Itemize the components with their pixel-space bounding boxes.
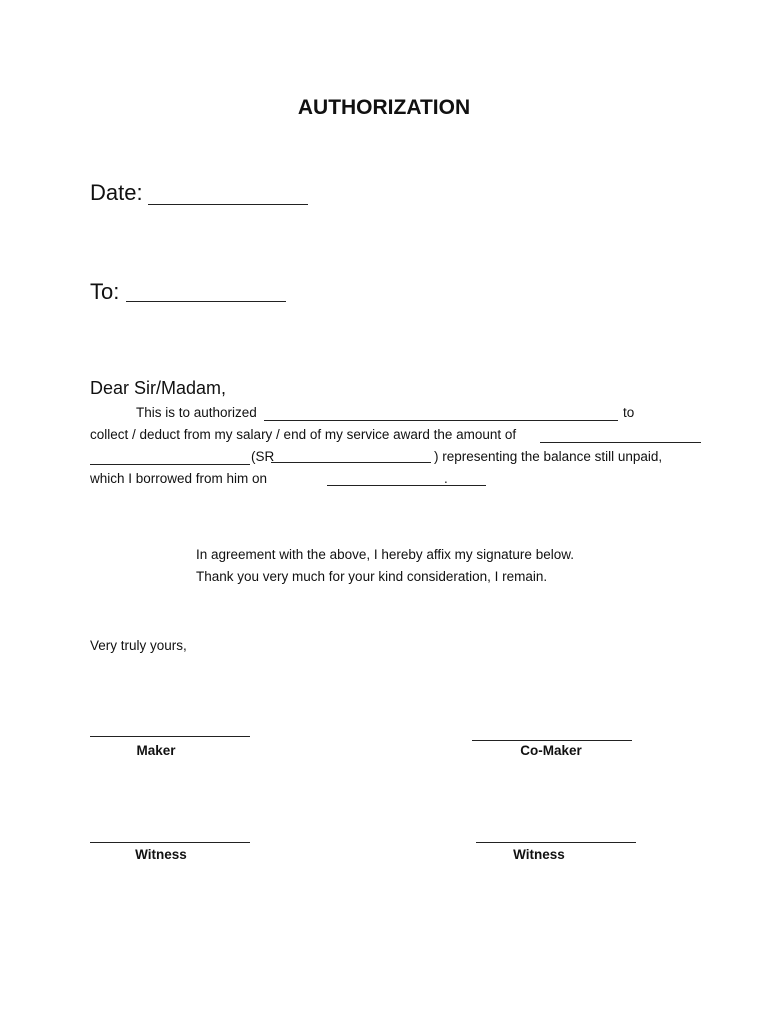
borrow-date-blank-line[interactable] <box>327 485 486 486</box>
maker-signature-line[interactable] <box>90 736 250 737</box>
salutation: Dear Sir/Madam, <box>90 378 227 398</box>
agreement-line2: Thank you very much for your kind consideration, I remain. <box>196 569 548 584</box>
co-maker-label: Co-Maker <box>520 743 582 758</box>
sr-prefix: (SR <box>251 449 275 464</box>
co-maker-signature-line[interactable] <box>472 740 632 741</box>
agreement-line1: In agreement with the above, I hereby affix my signature below. <box>196 547 574 562</box>
body-line1-suffix: to <box>623 405 635 420</box>
recipient-blank-line[interactable] <box>126 301 286 302</box>
amount-continued-blank-line[interactable] <box>90 464 250 465</box>
body-line1-prefix: This is to authorized <box>136 405 257 420</box>
maker-label: Maker <box>136 743 176 758</box>
witness-right-label: Witness <box>513 847 565 862</box>
document-title: AUTHORIZATION <box>297 96 471 119</box>
body-line4-period: . <box>444 471 448 486</box>
closing: Very truly yours, <box>90 638 187 653</box>
body-line2-text: collect / deduct from my salary / end of my service award the amount of <box>90 427 517 442</box>
amount-words-blank-line[interactable] <box>540 442 701 443</box>
authorized-person-blank-line[interactable] <box>264 420 618 421</box>
to-label: To: <box>90 279 120 304</box>
sr-amount-blank-line[interactable] <box>271 462 431 463</box>
witness-left-label: Witness <box>135 847 187 862</box>
date-blank-line[interactable] <box>148 204 308 205</box>
witness-left-signature-line[interactable] <box>90 842 250 843</box>
body-line3-suffix: ) representing the balance still unpaid, <box>434 449 663 464</box>
witness-right-signature-line[interactable] <box>476 842 636 843</box>
body-line4-text: which I borrowed from him on <box>90 471 268 486</box>
date-label: Date: <box>90 180 143 205</box>
